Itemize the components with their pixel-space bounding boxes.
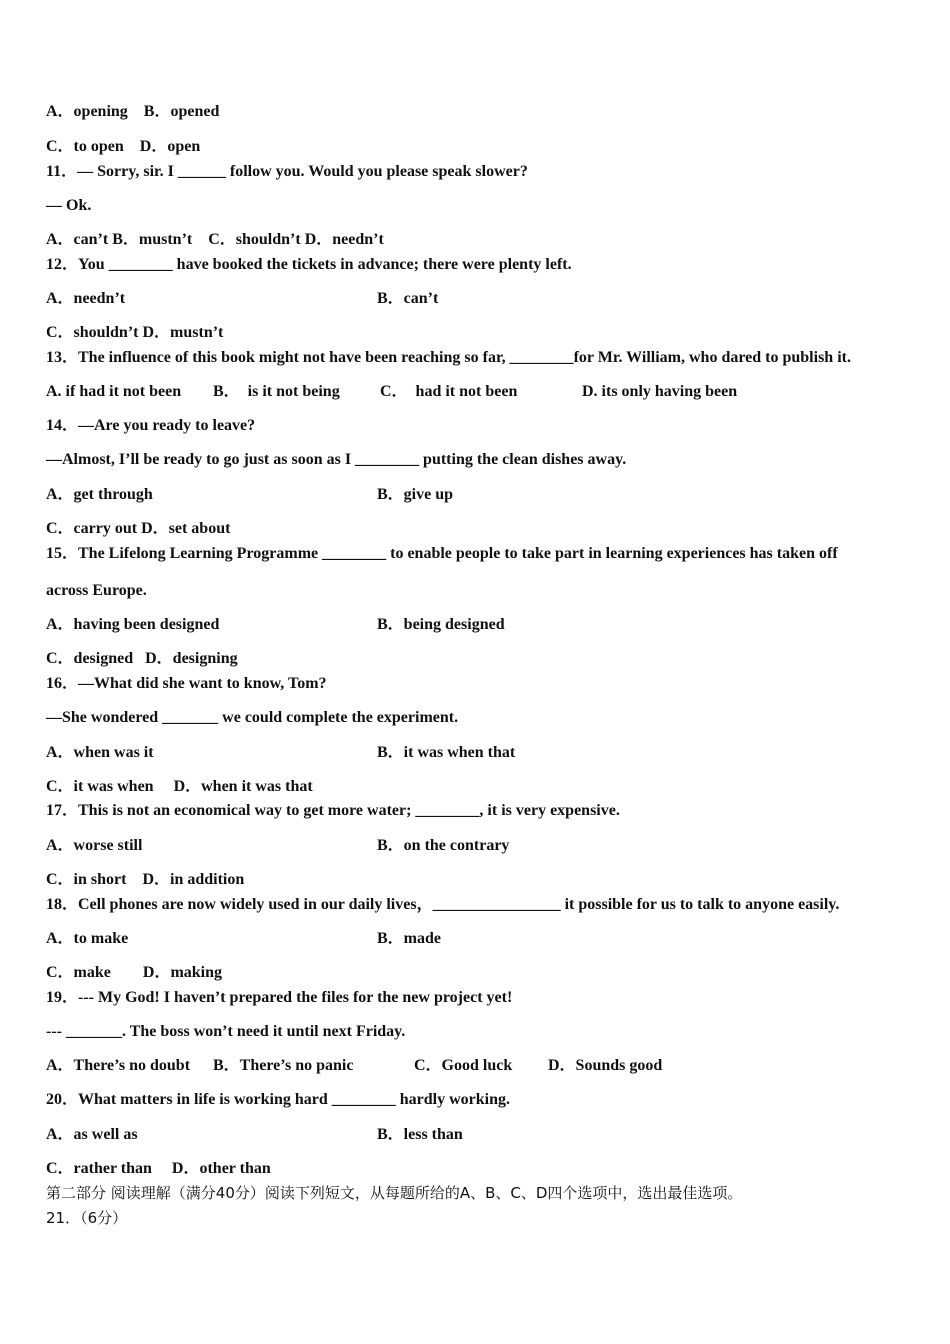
q18-option-b: B．made — [377, 930, 442, 947]
q13-option-c: C． had it not been — [380, 383, 518, 400]
q15-option-b: B．being designed — [377, 616, 505, 633]
q14-option-a: A．get through — [46, 486, 153, 503]
q13-option-a: A. if had it not been — [46, 383, 182, 400]
q19-option-c: C．Good luck — [414, 1057, 513, 1074]
q13-stem: 13．The influence of this book might not have been reaching so far, ________for Mr. William, who dared to publish it. — [46, 349, 851, 366]
q20-option-b: B．less than — [377, 1126, 463, 1143]
q12-options-cd: C．shouldn’t D．mustn’t — [46, 324, 224, 341]
q19-option-b: B．There’s no panic — [213, 1057, 354, 1074]
q16-options-cd: C．it was when D．when it was that — [46, 778, 313, 795]
q17-options-cd: C．in short D．in addition — [46, 871, 245, 888]
q17-option-a: A．worse still — [46, 837, 143, 854]
q16-stem: 16．—What did she want to know, Tom? — [46, 675, 327, 692]
q21-label: 21．（6分） — [46, 1209, 128, 1227]
q14-option-b: B．give up — [377, 486, 454, 503]
section-heading: 第二部分 阅读理解（满分40分）阅读下列短文，从每题所给的A、B、C、D四个选项中，选出最佳选项。 — [46, 1184, 743, 1202]
q18-stem: 18．Cell phones are now widely used in our daily lives，________________ it possible for us to talk to anyone easily. — [46, 896, 840, 913]
q10-options-cd: C．to open D．open — [46, 138, 201, 155]
q14-options-cd: C．carry out D．set about — [46, 520, 231, 537]
q19-option-d: D．Sounds good — [548, 1057, 663, 1074]
q11-stem: 11．— Sorry, sir. I ______ follow you. Would you please speak slower? — [46, 163, 528, 180]
q16-option-b: B．it was when that — [377, 744, 516, 761]
q12-option-b: B．can’t — [377, 290, 439, 307]
q10-options-ab: A．opening B．opened — [46, 103, 220, 120]
q19-stem: 19．--- My God! I haven’t prepared the files for the new project yet! — [46, 989, 513, 1006]
q16-option-a: A．when was it — [46, 744, 154, 761]
q11-reply: — Ok. — [46, 197, 92, 214]
q16-reply: —She wondered _______ we could complete the experiment. — [46, 709, 459, 726]
q20-option-a: A．as well as — [46, 1126, 138, 1143]
q11-options: A．can’t B．mustn’t C．shouldn’t D．needn’t — [46, 231, 384, 248]
q19-reply: --- _______. The boss won’t need it until next Friday. — [46, 1023, 406, 1040]
q20-stem: 20．What matters in life is working hard ________ hardly working. — [46, 1091, 511, 1108]
q12-option-a: A．needn’t — [46, 290, 126, 307]
q19-option-a: A．There’s no doubt — [46, 1057, 191, 1074]
q13-option-b: B． is it not being — [213, 383, 340, 400]
q13-option-d: D. its only having been — [582, 383, 738, 400]
q14-reply: —Almost, I’ll be ready to go just as soon as I ________ putting the clean dishes away. — [46, 451, 627, 468]
q15-stem-cont: across Europe. — [46, 582, 147, 599]
q18-option-a: A．to make — [46, 930, 129, 947]
q15-option-a: A．having been designed — [46, 616, 220, 633]
q17-option-b: B．on the contrary — [377, 837, 510, 854]
q17-stem: 17．This is not an economical way to get more water; ________, it is very expensive. — [46, 802, 620, 819]
q18-options-cd: C．make D．making — [46, 964, 223, 981]
q15-stem: 15．The Lifelong Learning Programme ________ to enable people to take part in learning experiences has taken off — [46, 545, 838, 562]
q14-stem: 14．—Are you ready to leave? — [46, 417, 256, 434]
q15-options-cd: C．designed D．designing — [46, 650, 238, 667]
q12-stem: 12．You ________ have booked the tickets in advance; there were plenty left. — [46, 256, 572, 273]
q20-options-cd: C．rather than D．other than — [46, 1160, 271, 1177]
